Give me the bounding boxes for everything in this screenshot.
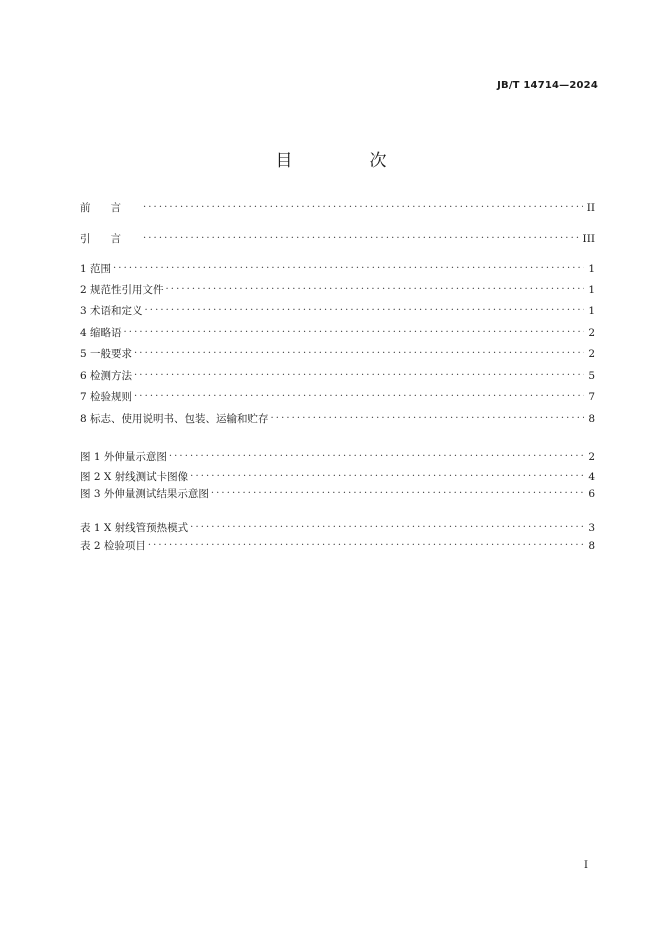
dot-leader	[148, 538, 584, 554]
dot-leader	[134, 368, 584, 384]
toc-entry-section-3[interactable]	[80, 303, 595, 319]
toc-entry-page: 1	[588, 305, 595, 317]
toc-entry-foreword[interactable]	[80, 200, 595, 216]
toc-entry-page: 5	[588, 370, 595, 382]
dot-leader	[190, 520, 584, 536]
toc-entry-label: 图 1 外伸量示意图	[80, 451, 167, 463]
toc-entry-page: 2	[588, 327, 595, 339]
toc-entry-page: 6	[588, 488, 595, 500]
toc-entry-page: 1	[588, 284, 595, 296]
toc-entry-page: 4	[588, 471, 595, 483]
toc-entry-page: III	[582, 233, 595, 245]
toc-entry-section-7[interactable]	[80, 389, 595, 405]
toc-entry-page: 8	[588, 540, 595, 552]
dot-leader	[134, 389, 584, 405]
dot-leader	[190, 469, 584, 485]
toc-entry-label: 图 3 外伸量测试结果示意图	[80, 488, 209, 500]
dot-leader	[124, 325, 585, 341]
toc-entry-figure-2[interactable]	[80, 469, 595, 485]
footer-page-number: I	[584, 860, 588, 871]
toc-entry-section-2[interactable]	[80, 282, 595, 298]
toc-entry-label: 7 检验规则	[80, 391, 133, 403]
toc-entry-table-2[interactable]	[80, 538, 595, 554]
dot-leader	[271, 411, 585, 427]
dot-leader	[143, 231, 579, 247]
toc-entry-label: 表 2 检验项目	[80, 540, 146, 552]
dot-leader	[143, 200, 583, 216]
toc-title: 目 次	[275, 151, 417, 171]
toc-entry-section-1[interactable]	[80, 261, 595, 277]
toc-entry-introduction[interactable]	[80, 231, 595, 247]
toc-entry-section-8[interactable]	[80, 411, 595, 427]
toc-entry-section-5[interactable]	[80, 346, 595, 362]
toc-entry-page: 8	[588, 413, 595, 425]
toc-entry-label: 图 2 X 射线测试卡图像	[80, 471, 189, 483]
dot-leader	[211, 486, 584, 502]
toc-entry-label: 表 1 X 射线管预热模式	[80, 522, 189, 534]
toc-entry-label: 2 规范性引用文件	[80, 284, 164, 296]
dot-leader	[145, 303, 585, 319]
toc-entry-label: 4 缩略语	[80, 327, 122, 339]
toc-entry-label: 引言	[80, 233, 141, 245]
toc-entry-page: II	[586, 202, 595, 214]
toc-entry-page: 3	[588, 522, 595, 534]
toc-entry-table-1[interactable]	[80, 520, 595, 536]
toc-entry-figure-3[interactable]	[80, 486, 595, 502]
dot-leader	[113, 261, 584, 277]
toc-entry-figure-1[interactable]	[80, 449, 595, 465]
toc-entry-section-6[interactable]	[80, 368, 595, 384]
dot-leader	[169, 449, 584, 465]
toc-entry-page: 2	[588, 348, 595, 360]
toc-entry-label: 1 范围	[80, 263, 112, 275]
dot-leader	[166, 282, 585, 298]
toc-entry-label: 8 标志、使用说明书、包装、运输和贮存	[80, 413, 269, 425]
standard-code: JB/T 14714—2024	[497, 80, 598, 91]
toc-entry-page: 2	[588, 451, 595, 463]
dot-leader	[134, 346, 584, 362]
toc-entry-section-4[interactable]	[80, 325, 595, 341]
toc-entry-page: 1	[588, 263, 595, 275]
toc-entry-label: 6 检测方法	[80, 370, 133, 382]
toc-entry-label: 5 一般要求	[80, 348, 133, 360]
toc-entry-page: 7	[588, 391, 595, 403]
toc-entry-label: 3 术语和定义	[80, 305, 143, 317]
toc-entry-label: 前言	[80, 202, 141, 214]
